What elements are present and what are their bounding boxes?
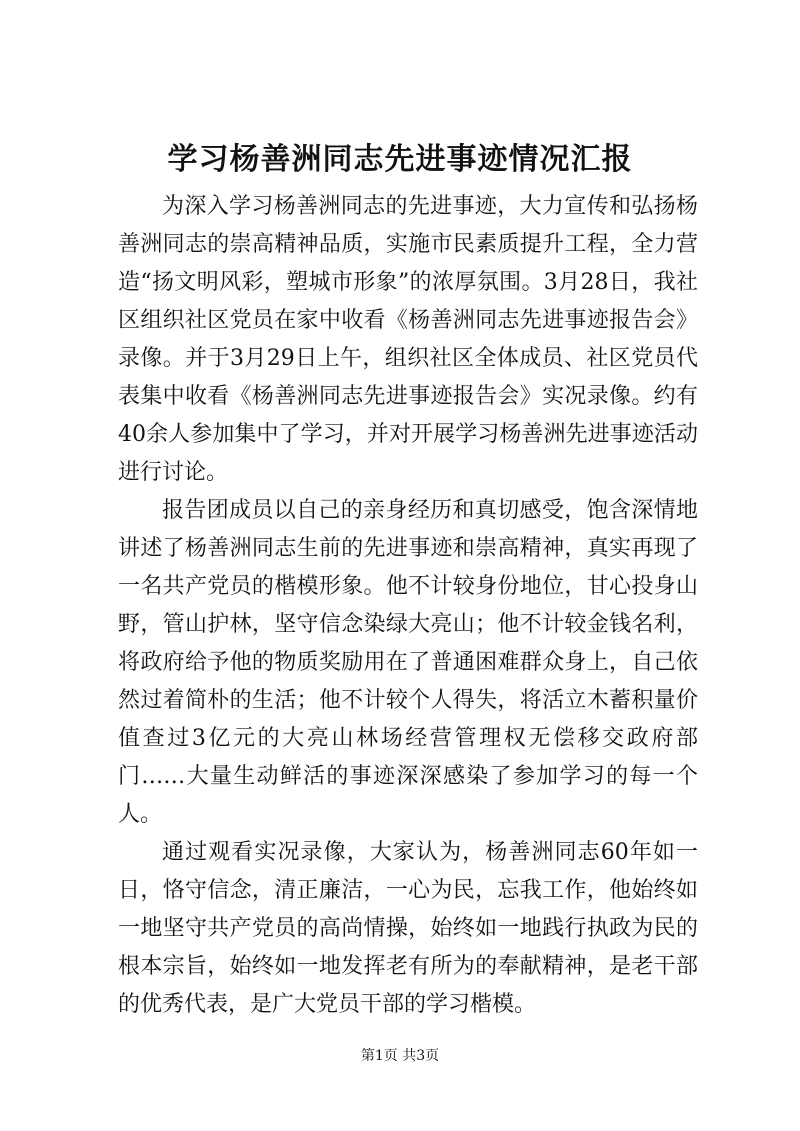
document-title: 学习杨善洲同志先进事迹情况汇报: [167, 142, 633, 177]
document-body: [118, 188, 698, 1024]
paragraph-2: 报告团成员以自己的亲身经历和真切感受，饱含深情地讲述了杨善洲同志生前的先进事迹和崇高精神，真实再现了一名共产党员的楷模形象。他不计较身份地位，甘心投身山野，管山护林，坚守信念染绿大亮山；他不计较金钱名利，将政府给予他的物质奖励用在了普通困难群众身上，自己依然过着简朴的生活；他不计较个人得失，将活立木蓄积量价值查过3亿元的大亮山林场经营管理权无偿移交政府部门……大量生动鲜活的事迹深深感染了参加学习的每一个人。: [118, 498, 698, 827]
page-footer: 第1页 共3页: [360, 1048, 440, 1064]
paragraph-1: 为深入学习杨善洲同志的先进事迹，大力宣传和弘扬杨善洲同志的崇高精神品质，实施市民素质提升工程，全力营造“扬文明风彩，塑城市形象”的浓厚氛围。3月28日，我社区组织社区党员在家中收看《杨善洲同志先进事迹报告会》录像。并于3月29日上午，组织社区全体成员、社区党员代表集中收看《杨善洲同志先进事迹报告会》实况录像。约有40余人参加集中了学习，并对开展学习杨善洲先进事迹活动进行讨论。: [118, 194, 698, 485]
paragraph-3: 通过观看实况录像，大家认为，杨善洲同志60年如一日，恪守信念，清正廉洁，一心为民，忘我工作，他始终如一地坚守共产党员的高尚情操，始终如一地践行执政为民的根本宗旨，始终如一地发挥老有所为的奉献精神，是老干部的优秀代表，是广大党员干部的学习楷模。: [118, 840, 698, 1017]
